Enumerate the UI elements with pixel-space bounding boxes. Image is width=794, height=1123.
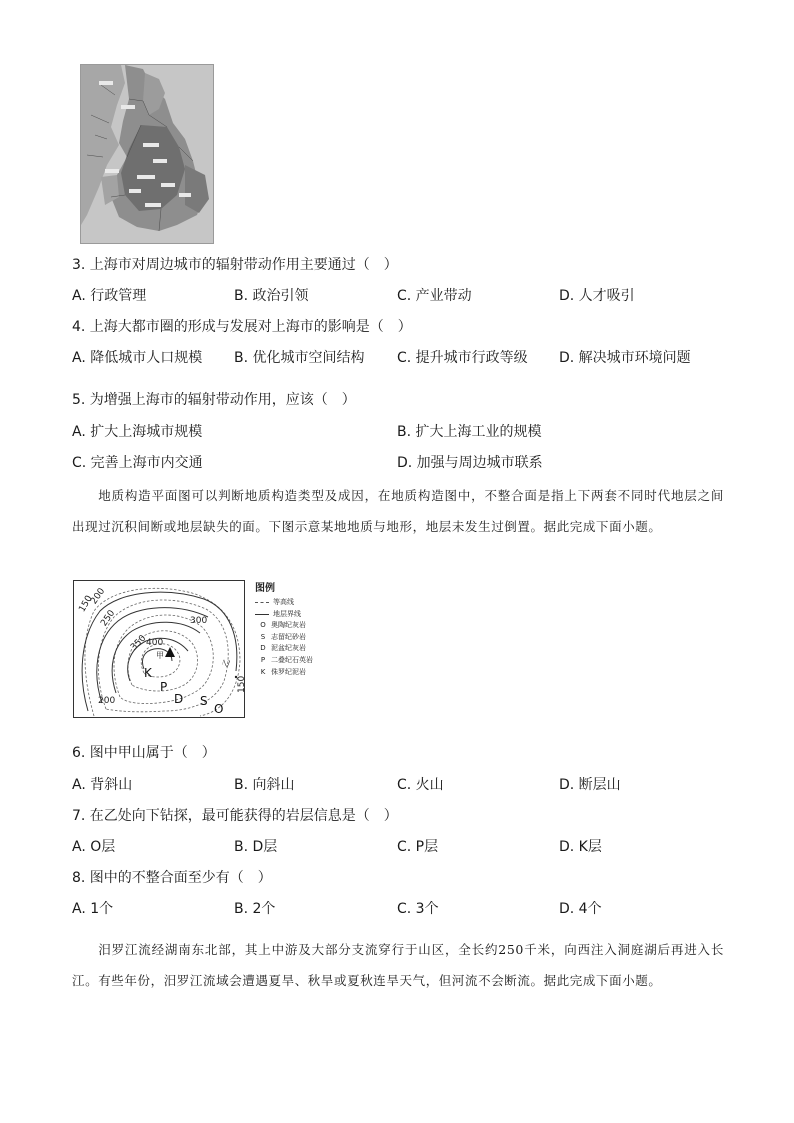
miluo-intro-text: 汨罗江流经湖南东北部，其上中游及大部分支流穿行于山区，全长约250千米，向西注入洞庭湖后再进入长江。有些年份，汨罗江流域会遭遇夏旱、秋旱或夏秋连旱天气，但河流不会断流。据此完成下面小题。 <box>72 942 724 988</box>
question-8-option-b[interactable]: B. 2个 <box>234 901 276 917</box>
question-5-option-b[interactable]: B. 扩大上海工业的规模 <box>397 424 542 440</box>
shanghai-metro-map-image <box>80 64 214 244</box>
geology-legend <box>255 583 335 678</box>
question-6-option-a[interactable]: A. 背斜山 <box>72 777 133 793</box>
legend-symbol: D <box>260 644 266 653</box>
question-3-option-b[interactable]: B. 政治引领 <box>234 288 309 304</box>
question-6-stem: 6. 图中甲山属于（ ） <box>72 745 216 761</box>
contour-label-150-right: 150 <box>237 675 247 693</box>
legend-item-contour <box>255 597 335 609</box>
legend-dashed-line-symbol <box>255 602 269 603</box>
question-4-option-b[interactable]: B. 优化城市空间结构 <box>234 350 365 366</box>
contour-label-200: 200 <box>89 586 108 607</box>
legend-label: 泥盆纪灰岩 <box>271 644 306 653</box>
stratum-label-k: K <box>144 666 152 680</box>
question-7-option-d[interactable]: D. K层 <box>559 839 602 855</box>
legend-symbol: K <box>260 667 266 676</box>
question-7-option-b[interactable]: B. D层 <box>234 839 278 855</box>
question-4-option-c[interactable]: C. 提升城市行政等级 <box>397 350 528 366</box>
contour-label-350: 350 <box>129 633 149 653</box>
legend-item-o <box>255 620 335 632</box>
legend-item-p <box>255 655 335 667</box>
legend-label: 奥陶纪灰岩 <box>271 621 306 630</box>
question-5-stem: 5. 为增强上海市的辐射带动作用，应该（ ） <box>72 392 356 408</box>
legend-item-s <box>255 632 335 644</box>
stratum-label-s: S <box>200 694 208 708</box>
legend-label: 地层界线 <box>273 609 301 618</box>
stratum-label-o: O <box>214 702 224 716</box>
shanghai-metro-map-graphic <box>81 65 213 243</box>
contour-label-300: 300 <box>190 616 208 626</box>
legend-item-k <box>255 667 335 679</box>
question-5-option-d[interactable]: D. 加强与周边城市联系 <box>397 455 543 471</box>
legend-solid-line-symbol <box>255 614 269 615</box>
geology-figure <box>73 580 335 720</box>
geology-map-graphic <box>74 581 247 717</box>
legend-label: 侏罗纪泥岩 <box>271 667 306 676</box>
peak-label-jia: 甲 <box>156 651 164 660</box>
legend-title: 图例 <box>255 583 275 594</box>
question-8-option-c[interactable]: C. 3个 <box>397 901 439 917</box>
legend-symbol: P <box>260 655 266 664</box>
peak-triangle <box>165 647 175 657</box>
legend-symbol: S <box>260 632 266 641</box>
geology-map-frame <box>73 580 245 718</box>
question-8-option-d[interactable]: D. 4个 <box>559 901 602 917</box>
question-5-option-c[interactable]: C. 完善上海市内交通 <box>72 455 203 471</box>
question-3-option-d[interactable]: D. 人才吸引 <box>559 288 635 304</box>
legend-label: 志留纪砂岩 <box>271 632 306 641</box>
question-6-option-d[interactable]: D. 断层山 <box>559 777 621 793</box>
contour-label-150: 150 <box>77 594 95 614</box>
question-8-option-a[interactable]: A. 1个 <box>72 901 114 917</box>
legend-label: 二叠纪石英岩 <box>271 655 313 664</box>
legend-label: 等高线 <box>273 598 294 606</box>
question-3-stem: 3. 上海市对周边城市的辐射带动作用主要通过（ ） <box>72 257 398 273</box>
question-8-stem: 8. 图中的不整合面至少有（ ） <box>72 870 272 886</box>
stratum-label-p: P <box>160 680 168 694</box>
contour-label-200-lower: 200 <box>98 696 116 706</box>
stratum-label-d: D <box>174 692 184 706</box>
legend-symbol: O <box>260 621 266 630</box>
legend-item-boundary <box>255 609 335 621</box>
contour-label-400: 400 <box>146 638 164 648</box>
question-4-option-a[interactable]: A. 降低城市人口规模 <box>72 350 203 366</box>
question-7-option-a[interactable]: A. O层 <box>72 839 116 855</box>
question-6-option-b[interactable]: B. 向斜山 <box>234 777 295 793</box>
contour-label-250: 250 <box>99 608 118 629</box>
question-4-option-d[interactable]: D. 解决城市环境问题 <box>559 350 691 366</box>
geology-intro-text: 地质构造平面图可以判断地质构造类型及成因，在地质构造图中，不整合面是指上下两套不同时代地层之间出现过沉积间断或地层缺失的面。下图示意某地地质与地形，地层未发生过倒置。据此完成下面小题。 <box>72 488 724 534</box>
question-7-stem: 7. 在乙处向下钻探，最可能获得的岩层信息是（ ） <box>72 808 398 824</box>
question-3-option-c[interactable]: C. 产业带动 <box>397 288 472 304</box>
miluo-intro-paragraph <box>72 934 724 996</box>
question-5-option-a[interactable]: A. 扩大上海城市规模 <box>72 424 203 440</box>
point-label-yi: 乙 <box>220 657 232 669</box>
question-6-option-c[interactable]: C. 火山 <box>397 777 444 793</box>
question-7-option-c[interactable]: C. P层 <box>397 839 439 855</box>
question-4-stem: 4. 上海大都市圈的形成与发展对上海市的影响是（ ） <box>72 319 412 335</box>
question-3-option-a[interactable]: A. 行政管理 <box>72 288 147 304</box>
geology-intro-paragraph <box>72 480 724 542</box>
legend-item-d <box>255 643 335 655</box>
